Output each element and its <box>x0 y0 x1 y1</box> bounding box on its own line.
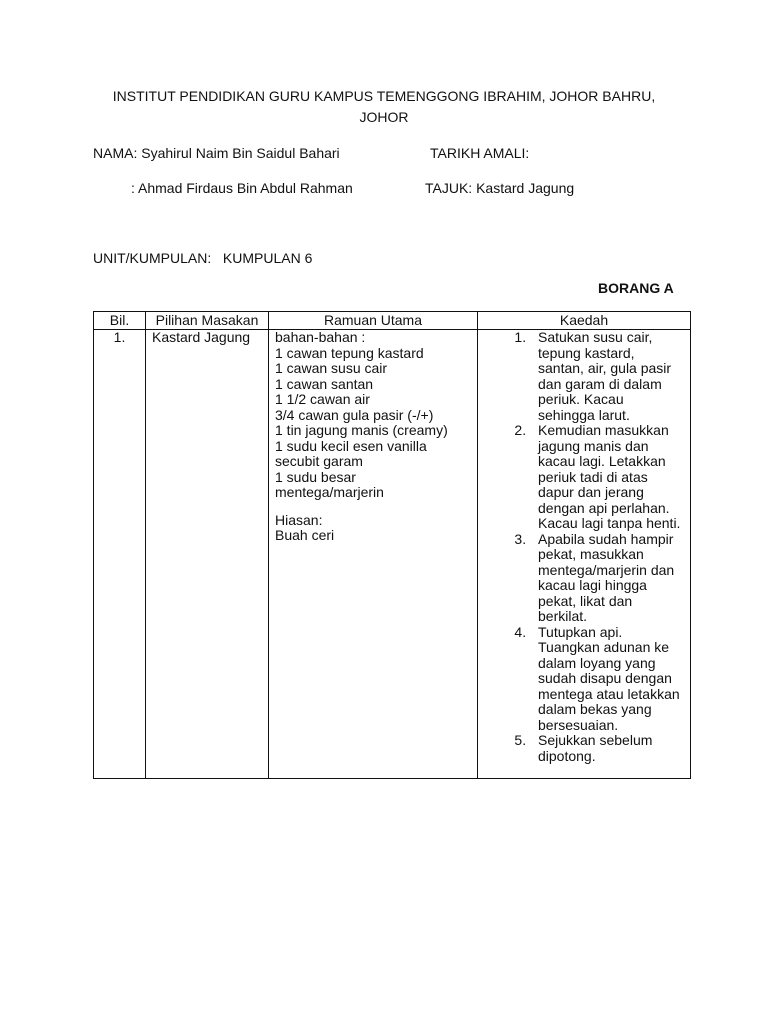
ingredient-item: 1 sudu kecil esen vanilla <box>275 437 427 454</box>
ingredient-item: 1 cawan tepung kastard <box>275 344 424 361</box>
kaedah-step: 4. Tutupkan api. Tuangkan adunan ke dalam loyang yang sudah disapu dengan mentega atau letakkan dalam bekas yang bersesuaian. <box>530 625 684 734</box>
ingredient-item: 1 cawan santan <box>275 375 374 392</box>
kaedah-step: 2. Kemudian masukkan jagung manis dan kacau lagi. Letakkan periuk tadi di atas dapur dan jerang dengan api perlahan. Kacau lagi tanpa henti. <box>530 423 684 532</box>
cell-pilihan: Kastard Jagung <box>146 330 269 779</box>
header-pilihan: Pilihan Masakan <box>146 312 269 330</box>
cell-ramuan <box>269 330 478 779</box>
nama-label: NAMA: <box>93 145 138 161</box>
kaedah-step: 5. Sejukkan sebelum dipotong. <box>530 733 684 764</box>
cell-kaedah <box>478 330 691 779</box>
hiasan-value: Buah ceri <box>275 527 335 543</box>
header-ramuan: Ramuan Utama <box>269 312 478 330</box>
tajuk: TAJUK: Kastard Jagung <box>425 180 575 196</box>
ingredient-item: 1 1/2 cawan air <box>275 391 370 407</box>
kaedah-step: 1. Satukan susu cair, tepung kastard, santan, air, gula pasir dan garam di dalam periuk. Kacau sehingga larut. <box>530 330 684 423</box>
table-header-row <box>94 312 691 330</box>
unit-value: KUMPULAN 6 <box>222 250 313 266</box>
table-row <box>94 330 691 779</box>
hiasan-label: Hiasan: <box>275 511 323 528</box>
ingredient-item: 1 cawan susu cair <box>275 360 388 376</box>
tarikh-amali: TARIKH AMALI: <box>430 145 530 161</box>
ingredient-item: secubit garam <box>275 453 363 469</box>
ingredient-item: 1 tin jagung manis (creamy) <box>275 422 448 438</box>
ingredient-item: 1 sudu besar mentega/marjerin <box>275 468 384 500</box>
kaedah-list <box>484 330 684 764</box>
institution-line-2: JOHOR <box>359 109 409 125</box>
nama-line <box>93 145 340 161</box>
institution-title <box>100 86 668 128</box>
kaedah-step: 3. Apabila sudah hampir pekat, masukkan mentega/marjerin dan kacau lagi hingga pekat, likat dan berkilat. <box>530 532 684 625</box>
recipe-table <box>93 311 691 779</box>
header-kaedah: Kaedah <box>478 312 691 330</box>
institution-line-1: INSTITUT PENDIDIKAN GURU KAMPUS TEMENGGONG IBRAHIM, JOHOR BAHRU, <box>112 88 656 104</box>
unit-kumpulan <box>93 250 312 266</box>
ingredient-item: 3/4 cawan gula pasir (-/+) <box>275 406 434 423</box>
borang-label: BORANG A <box>598 280 674 296</box>
header-bil: Bil. <box>94 312 146 330</box>
unit-label: UNIT/KUMPULAN: <box>93 250 212 266</box>
ingredient-item: bahan-bahan : <box>275 329 366 345</box>
nama-1: Syahirul Naim Bin Saidul Bahari <box>141 145 340 161</box>
cell-bil: 1. <box>94 330 146 779</box>
nama-2: : Ahmad Firdaus Bin Abdul Rahman <box>131 180 353 196</box>
